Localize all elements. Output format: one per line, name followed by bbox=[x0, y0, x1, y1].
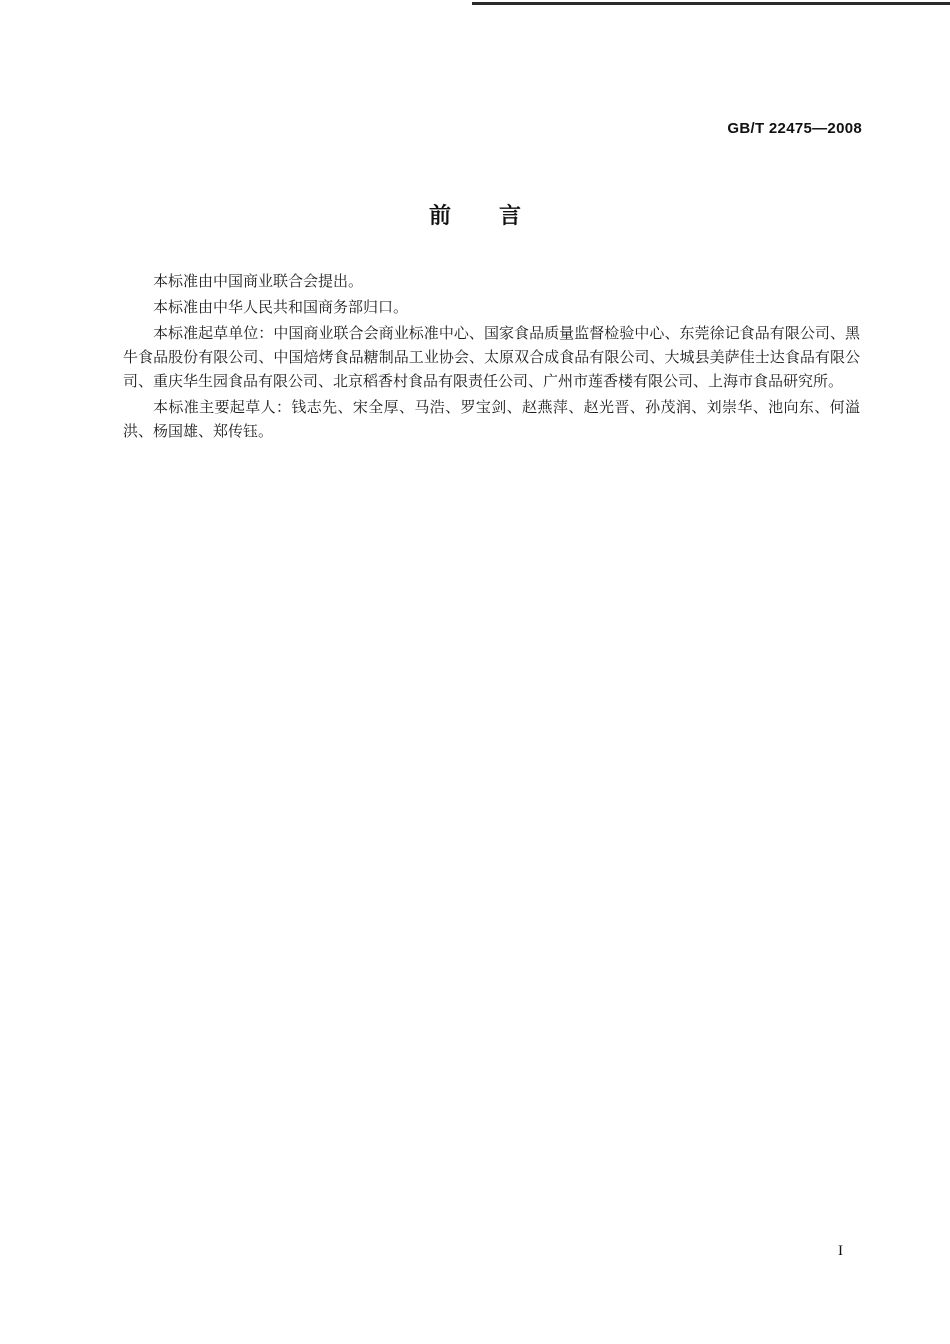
paragraph-proposer: 本标准由中国商业联合会提出。 bbox=[153, 272, 364, 290]
page-title: 前言 bbox=[428, 204, 569, 229]
paragraph-drafters: 本标准主要起草人：钱志先、宋全厚、马浩、罗宝剑、赵燕萍、赵光晋、孙茂润、刘崇华、池向东、何溢洪、杨国雄、郑传钰。 bbox=[123, 398, 860, 440]
preface-body bbox=[123, 269, 860, 445]
top-rule bbox=[472, 2, 950, 5]
page-number: I bbox=[838, 1243, 843, 1259]
paragraph-drafting-units: 本标准起草单位：中国商业联合会商业标准中心、国家食品质量监督检验中心、东莞徐记食品有限公司、黑牛食品股份有限公司、中国焙烤食品糖制品工业协会、太原双合成食品有限公司、大城县美萨佳士达食品有限公司、重庆华生园食品有限公司、北京稻香村食品有限责任公司、广州市莲香楼有限公司、上海市食品研究所。 bbox=[123, 324, 860, 390]
standard-code: GB/T 22475—2008 bbox=[727, 120, 862, 137]
paragraph-centralized: 本标准由中华人民共和国商务部归口。 bbox=[153, 298, 409, 316]
